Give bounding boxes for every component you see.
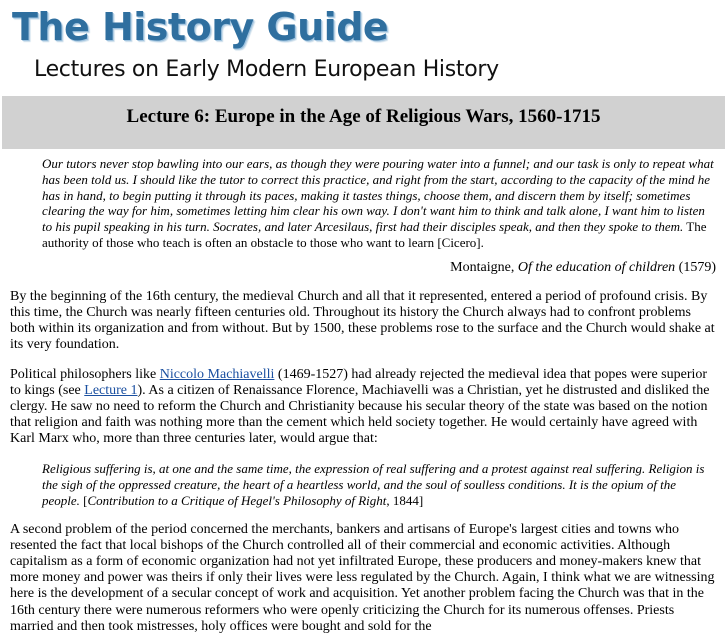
site-subtitle: Lectures on Early Modern European History (34, 57, 499, 82)
site-title: The History Guide (12, 5, 389, 49)
paragraph-2 (10, 367, 716, 448)
paragraph-2-rest: ). As a citizen of Renaissance Florence, Machiavelli was a Christian, yet he distrusted and disliked the clergy. He saw no need to reform the Church and Christianity because his secular theory of the state was based on the notion that religion and faith was nothing more than the cement which held society together. He would certainly have agreed with Karl Marx who, more than three centuries later, would argue that: (10, 382, 710, 447)
epigraph-work: Of the education of children (517, 259, 676, 275)
paragraph-1: By the beginning of the 16th century, the medieval Church and all that it represented, entered a period of profound crisis. By this time, the Church was nearly fifteen centuries old. Throughout its history the Church always had to confront problems both within its organization and from without. But by 1500, these problems rose to the surface and the Church would shake at its very foundation. (10, 288, 715, 353)
marx-quote-source-open: [ (79, 492, 88, 508)
lecture-1-link[interactable]: Lecture 1 (84, 382, 138, 398)
machiavelli-link[interactable]: Niccolo Machiavelli (159, 366, 275, 382)
marx-quote (42, 461, 712, 509)
marx-quote-source-title: Contribution to a Critique of Hegel's Philosophy of Right (87, 492, 387, 508)
epigraph-quote (42, 156, 714, 251)
epigraph-attribution (10, 260, 716, 276)
lecture-content (10, 156, 716, 635)
marx-quote-text: Religious suffering is, at one and the same time, the expression of real suffering and a protest against real suffering. Religion is the sigh of the oppressed creature, the heart of a heartless world, and the soul of soulless conditions. It is the opium of the people. (42, 460, 705, 508)
paragraph-2-intro: Political philosophers like (10, 366, 160, 382)
lecture-banner (2, 96, 725, 149)
lecture-title: Lecture 6: Europe in the Age of Religious Wars, 1560-1715 (126, 105, 601, 127)
marx-quote-source-close: , 1844] (386, 492, 424, 508)
paragraph-3: A second problem of the period concerned the merchants, bankers and artisans of Europe's largest cities and towns who resented the fact that local bishops of the Church controlled all of their commercial and economic activities. Although capitalism as a form of economic organization had not yet infiltrated Europe, these producers and money-makers knew that more money and power was theirs if only their lives were less regulated by the Church. Again, I think what we are witnessing here is the development of a secular concept of work and acquisition. Yet another problem facing the Church was that in the 16th century there were numerous reformers who were openly criticizing the Church for its numerous offenses. Priests married and then took mistresses, holy offices were bought and sold for the (10, 521, 715, 634)
epigraph-quote-italic: Our tutors never stop bawling into our ears, as though they were pouring water into a funnel; and our task is only to repeat what has been told us. I should like the tutor to correct this practice, and right from the start, according to the capacity of the mind he has in hand, to begin putting it through its paces, making it tastes things, choose them, and discern them by itself; sometimes clearing the way for him, sometimes letting him clear his own way. I don't want him to think and talk alone, I want him to listen to his pupil speaking in his turn. Socrates, and later Arcesilaus, first had their disciples speak, and then they spoke to them. (42, 156, 714, 235)
paragraph-2-middle: (1469-1527) had already rejected the medieval idea that popes were superior to kings (see (10, 366, 708, 398)
epigraph-year: (1579) (675, 259, 716, 275)
epigraph-quote-plain: The authority of those who teach is often an obstacle to those who want to learn [Cicero]. (42, 219, 707, 250)
epigraph-author: Montaigne, (450, 259, 518, 275)
